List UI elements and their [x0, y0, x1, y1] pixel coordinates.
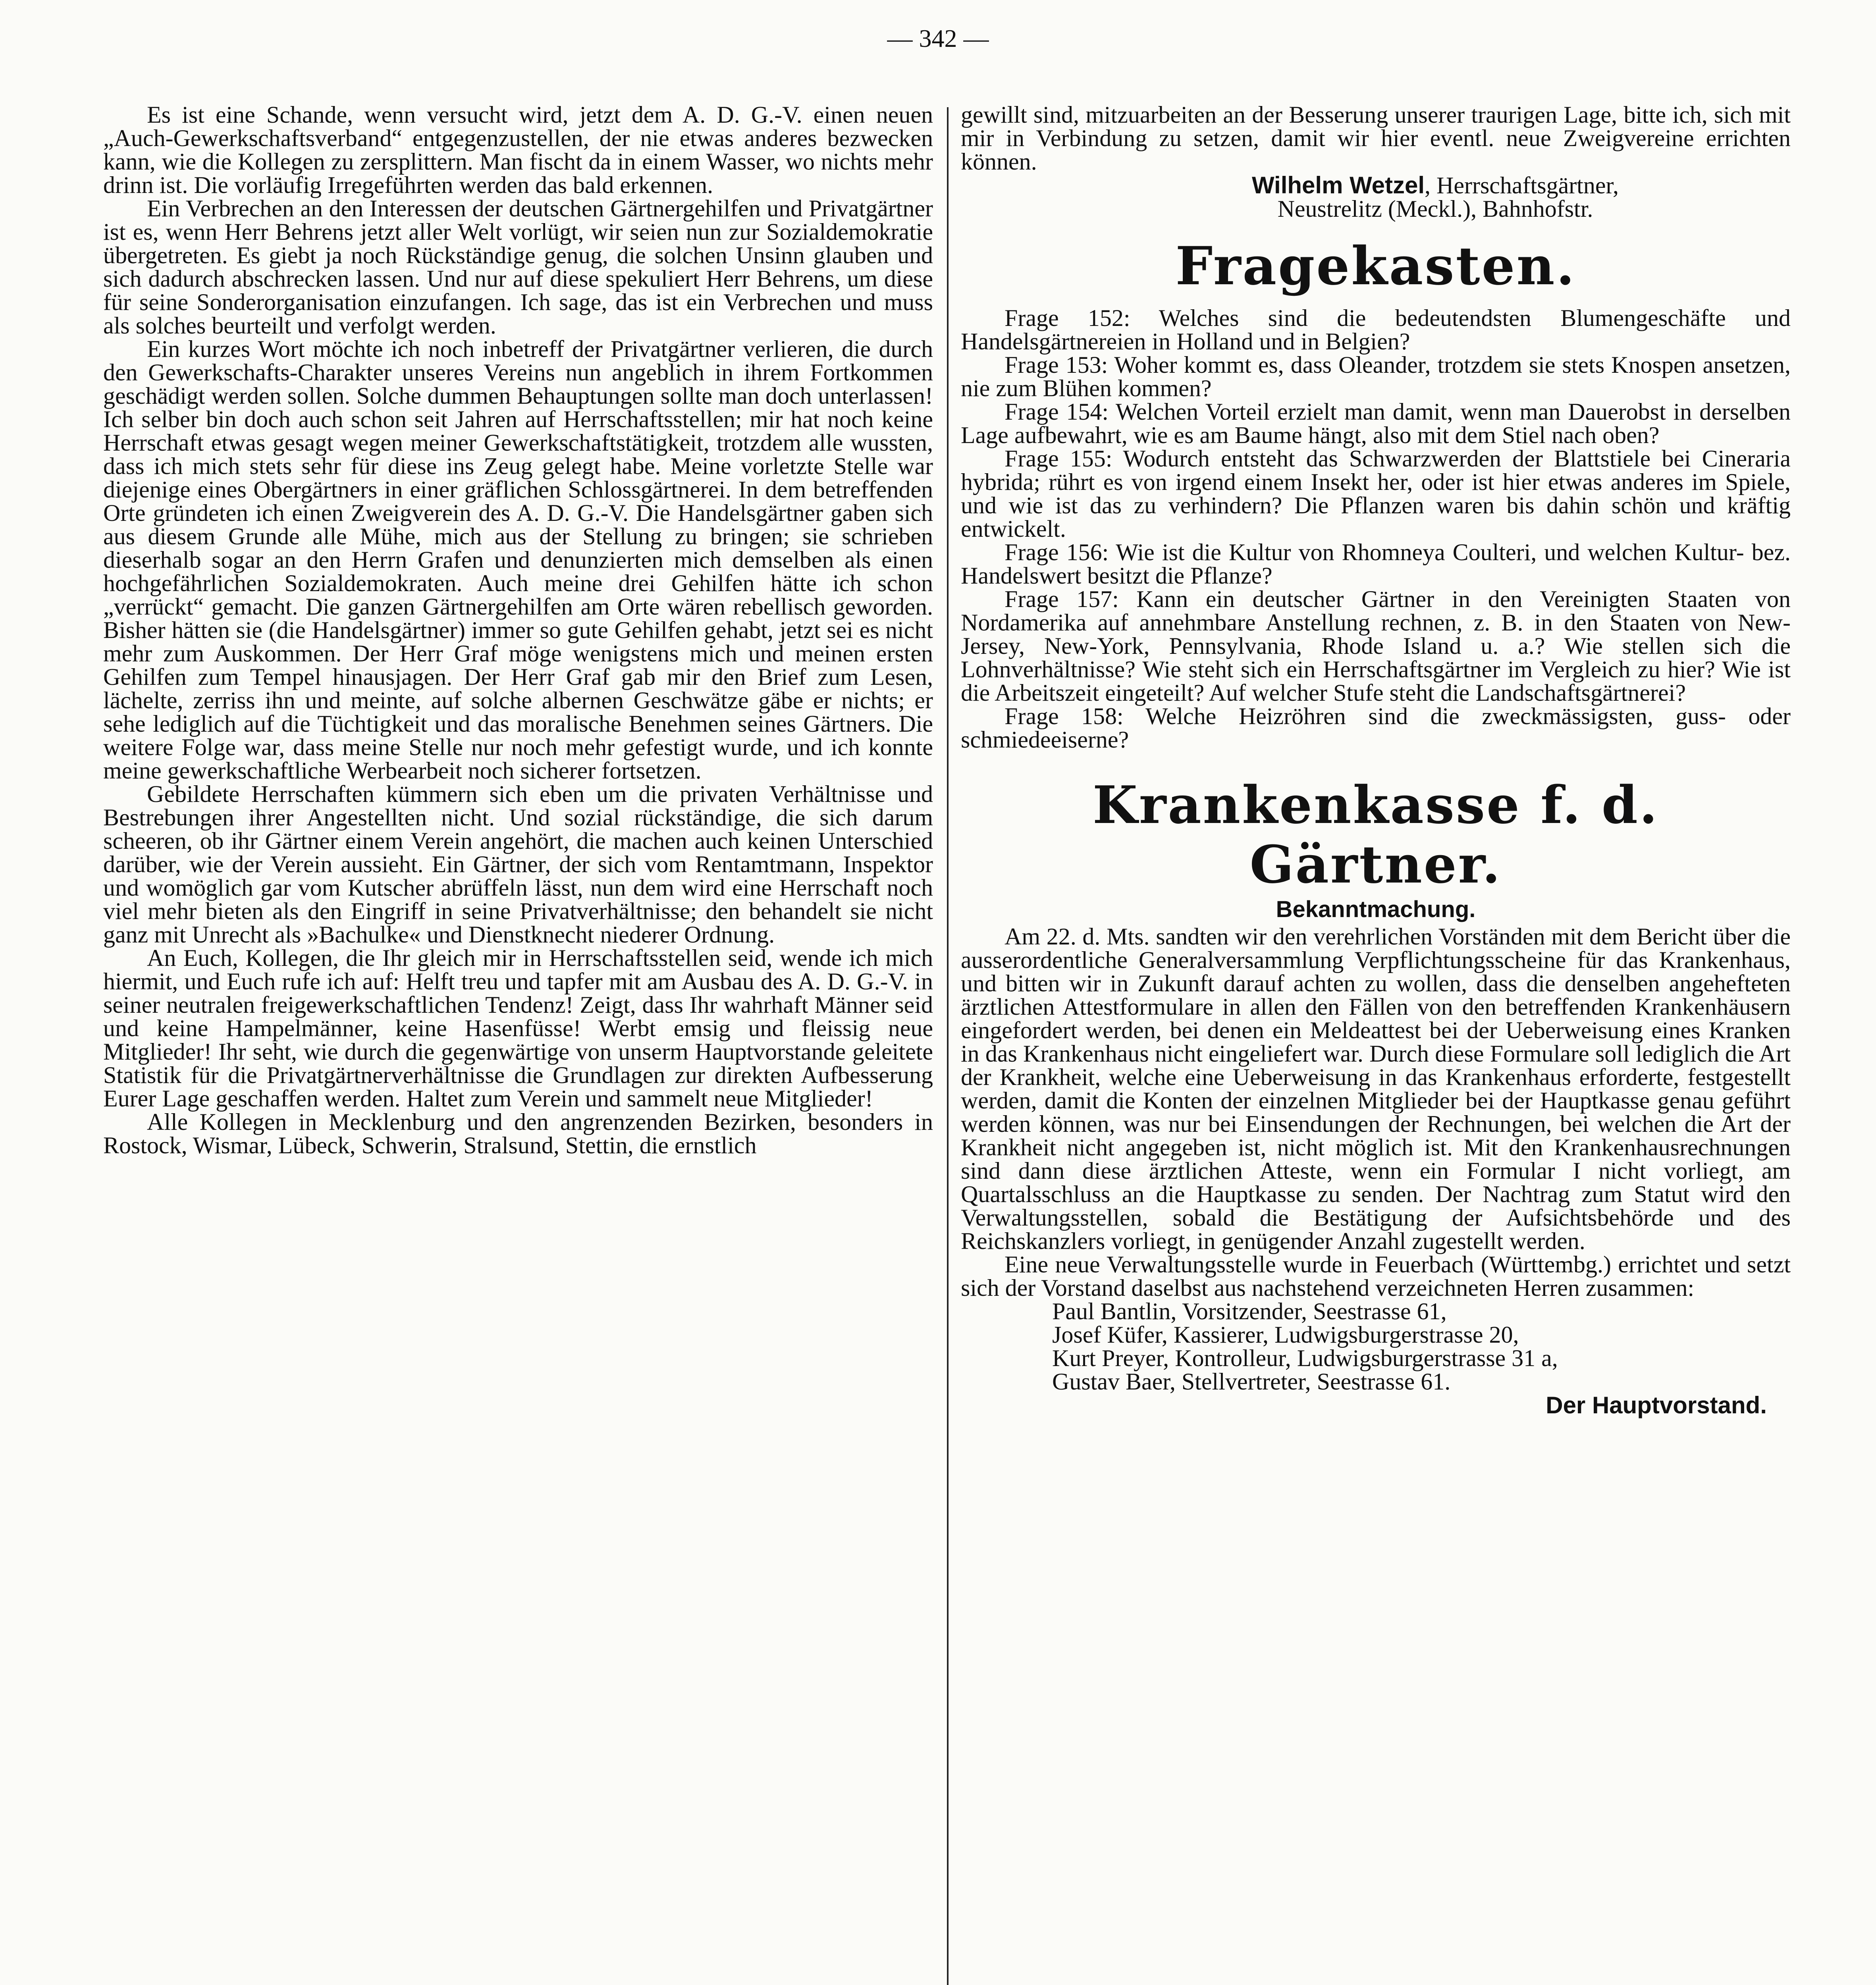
signature-name: Wilhelm Wetzel [1251, 172, 1425, 198]
member-line: Gustav Baer, Stellvertreter, Seestrasse 61. [1052, 1368, 1451, 1395]
signature-title: , Herrschaftsgärtner, [1425, 172, 1619, 198]
question: Frage 153: Woher kommt es, dass Oleander, trotzdem sie stets Knospen ansetzen, nie zum Blühen kommen? [961, 352, 1791, 401]
signoff: Der Hauptvorstand. [1546, 1392, 1767, 1418]
member-line: Kurt Preyer, Kontrolleur, Ludwigsburgerstrasse 31 a, [1052, 1345, 1558, 1371]
signature-place: Neustrelitz (Meckl.), Bahnhofstr. [1277, 196, 1593, 222]
question: Frage 155: Wodurch entsteht das Schwarzwerden der Blattstiele bei Cineraria hybrida; rührt es von irgend einem Insekt her, oder ist hier etwas anderes im Spiele, und wie ist das zu verhindern? Die Pflanzen waren bis dahin schön und kräftig entwickelt. [961, 445, 1791, 542]
krankenkasse-heading: Krankenkasse f. d. Gärtner. [1092, 775, 1659, 895]
question: Frage 152: Welches sind die bedeutendsten Blumengeschäfte und Handelsgärtnereien in Holland und in Belgien? [961, 305, 1791, 355]
paragraph: Am 22. d. Mts. sandten wir den verehrlichen Vorständen mit dem Bericht über die ausserordentliche Generalversammlung Verpflichtungsscheine für das Krankenhaus, und bitten wir in Zukunft darauf achten zu wollen, dass die denselben angehefteten ärztlichen Attestformulare in allen den Fällen von den betreffenden Krankenhäusern eingefordert werden, bei denen ein Meldeattest bei der Ueberweisung eines Kranken in das Krankenhaus nicht eingeliefert war. Durch diese Formulare soll lediglich die Art der Krankheit, welche eine Ueberweisung in das Krankenhaus erforderte, festgestellt werden, damit die Konten der einzelnen Mitglieder bei der Hauptkasse genau geführt werden können, was nur bei Einsendungen der Rechnungen, bei welchen die Art der Krankheit nicht angegeben ist, nicht möglich ist. Mit den Krankenhausrechnungen sind dann diese ärztlichen Atteste, wenn ein Formular I nicht vorliegt, am Quartalsschluss an die Hauptkasse zu senden. Der Nachtrag zum Statut wird den Verwaltungsstellen, sobald die Bestätigung der Aufsichtsbehörde und des Reichskanzlers vorliegt, in genügender Anzahl zugestellt werden. [961, 923, 1791, 1254]
fragekasten-heading: Fragekasten. [1175, 235, 1576, 297]
paragraph: Eine neue Verwaltungsstelle wurde in Feuerbach (Württembg.) errichtet und setzt sich der Vorstand daselbst aus nachstehend verzeichneten Herren zusammen: [961, 1251, 1791, 1301]
member-line: Josef Küfer, Kassierer, Ludwigsburgerstrasse 20, [1052, 1322, 1519, 1348]
question: Frage 157: Kann ein deutscher Gärtner in den Vereinigten Staaten von Nordamerika auf annehmbare Anstellung rechnen, z. B. in den Staaten von New-Jersey, New-York, Pennsylvania, Rhode Island u. a.? Wie stellen sich die Lohnverhältnisse? Wie steht sich ein Herrschaftsgärtner im Vergleich zu hier? Wie ist die Arbeitszeit eingeteilt? Auf welcher Stufe steht die Landschaftsgärtnerei? [961, 586, 1791, 706]
signature [961, 173, 1791, 197]
column-divider [947, 107, 949, 1985]
question: Frage 158: Welche Heizröhren sind die zweckmässigsten, guss- oder schmiedeeiserne? [961, 703, 1791, 753]
left-column-top [103, 103, 933, 1985]
right-column-top [961, 103, 1791, 1985]
paragraph: Alle Kollegen in Mecklenburg und den angrenzenden Bezirken, besonders in Rostock, Wismar, Lübeck, Schwerin, Stralsund, Stettin, die ernstlich [103, 1109, 933, 1158]
page-number: — 342 — [887, 24, 989, 52]
bekanntmachung-subheading: Bekanntmachung. [1276, 896, 1476, 922]
paragraph: Ein Verbrechen an den Interessen der deutschen Gärtnergehilfen und Privatgärtner ist es, wenn Herr Behrens jetzt aller Welt vorlügt, wir seien nun zur Sozialdemokratie übergetreten. Es giebt ja noch Rückständige genug, die solchen Unsinn glauben und sich dadurch abschrecken lassen. Und nur auf diese spekuliert Herr Behrens, um diese für seine Sonderorganisation einzufangen. Ich sage, das ist ein Verbrechen und muss als solches beurteilt und verfolgt werden. [103, 195, 933, 339]
paragraph: Gebildete Herrschaften kümmern sich eben um die privaten Verhältnisse und Bestrebungen ihrer Angestellten nicht. Und sozial rückständige, die sich darum scheeren, ob ihr Gärtner einem Verein angehört, die machen auch keinen Unterschied darüber, wie der Verein aussieht. Ein Gärtner, der sich vom Rentamtmann, Inspektor und womöglich gar vom Kutscher abrüffeln lässt, nun dem wird eine Herrschaft noch viel mehr bieten als den Eingriff in seine Privatverhältnisse; den behandelt sie nicht ganz mit Unrecht als »Bachulke« und Dienstknecht niederer Ordnung. [103, 781, 933, 948]
paragraph: Ein kurzes Wort möchte ich noch inbetreff der Privatgärtner verlieren, die durch den Gewerkschafts-Charakter unseres Vereins nun angeblich in ihrem Fortkommen geschädigt werden sollen. Solche dummen Behauptungen sollte man doch unterlassen! Ich selber bin doch auch schon seit Jahren auf Herrschaftsstellen; mir hat noch keine Herrschaft etwas gesagt wegen meiner Gewerkschaftstätigkeit, trotzdem alle wussten, dass ich mich stets sehr für diese ins Zeug gelegt habe. Meine vorletzte Stelle war diejenige eines Obergärtners in einer gräflichen Schlossgärtnerei. In dem betreffenden Orte gründeten ich einen Zweigverein des A. D. G.-V. Die Handelsgärtner gaben sich aus diesem Grunde alle Mühe, mich aus der Stellung zu bringen; sie schrieben dieserhalb sogar an den Herrn Grafen und denunzierten mich demselben als einen hochgefährlichen Sozialdemokraten. Auch meine drei Gehilfen hätte ich schon „verrückt“ gemacht. Die ganzen Gärtnergehilfen am Orte wären rebellisch geworden. Bisher hätten sie (die Handelsgärtner) immer so gute Gehilfen gehabt, jetzt sei es nicht mehr zum Auskommen. Der Herr Graf möge wenigstens mich und meinen ersten Gehilfen zum Tempel hinausjagen. Der Herr Graf gab mir den Brief zum Lesen, lächelte, zerriss ihn und meinte, auf solche albernen Geschwätze gäbe er nichts; er sehe lediglich auf die Tüchtigkeit und das moralische Benehmen seines Gärtners. Die weitere Folge war, dass meine Stelle nur noch mehr gefestigt wurde, und ich konnte meine gewerkschaftliche Werbearbeit noch sicherer fortsetzen. [103, 336, 933, 784]
question: Frage 154: Welchen Vorteil erzielt man damit, wenn man Dauerobst in derselben Lage aufbewahrt, wie es am Baume hängt, also mit dem Stiel nach oben? [961, 399, 1791, 448]
paragraph: gewillt sind, mitzuarbeiten an der Besserung unserer traurigen Lage, bitte ich, sich mit mir in Verbindung zu setzen, damit wir hier eventl. neue Zweigvereine errichten können. [961, 103, 1791, 175]
paragraph: An Euch, Kollegen, die Ihr gleich mir in Herrschaftsstellen seid, wende ich mich hiermit, und Euch rufe ich auf: Helft treu und tapfer mit am Ausbau des A. D. G.-V. in seiner neutralen freigewerkschaftlichen Tendenz! Zeigt, dass Ihr wahrhaft Männer seid und keine Hampelmänner, keine Hasenfüsse! Werbt emsig und fleissig neue Mitglieder! Ihr seht, wie durch die gegenwärtige von unserm Hauptvorstande geleitete Statistik für die Privatgärtnerverhältnisse die Grundlagen zur direkten Aufbesserung Eurer Lage geschaffen werden. Haltet zum Verein und sammelt neue Mitglieder! [103, 945, 933, 1112]
member-line: Paul Bantlin, Vorsitzender, Seestrasse 61, [1052, 1298, 1447, 1324]
question: Frage 156: Wie ist die Kultur von Rhomneya Coulteri, und welchen Kultur- bez. Handelswert besitzt die Pflanze? [961, 539, 1791, 589]
paragraph: Es ist eine Schande, wenn versucht wird, jetzt dem A. D. G.-V. einen neuen „Auch-Gewerkschaftsverband“ entgegenzustellen, der nie etwas anderes bezwecken kann, wie die Kollegen zu zersplittern. Man fischt da in einem Wasser, wo nichts mehr drinn ist. Die vorläufig Irregeführten werden das bald erkennen. [103, 103, 933, 198]
